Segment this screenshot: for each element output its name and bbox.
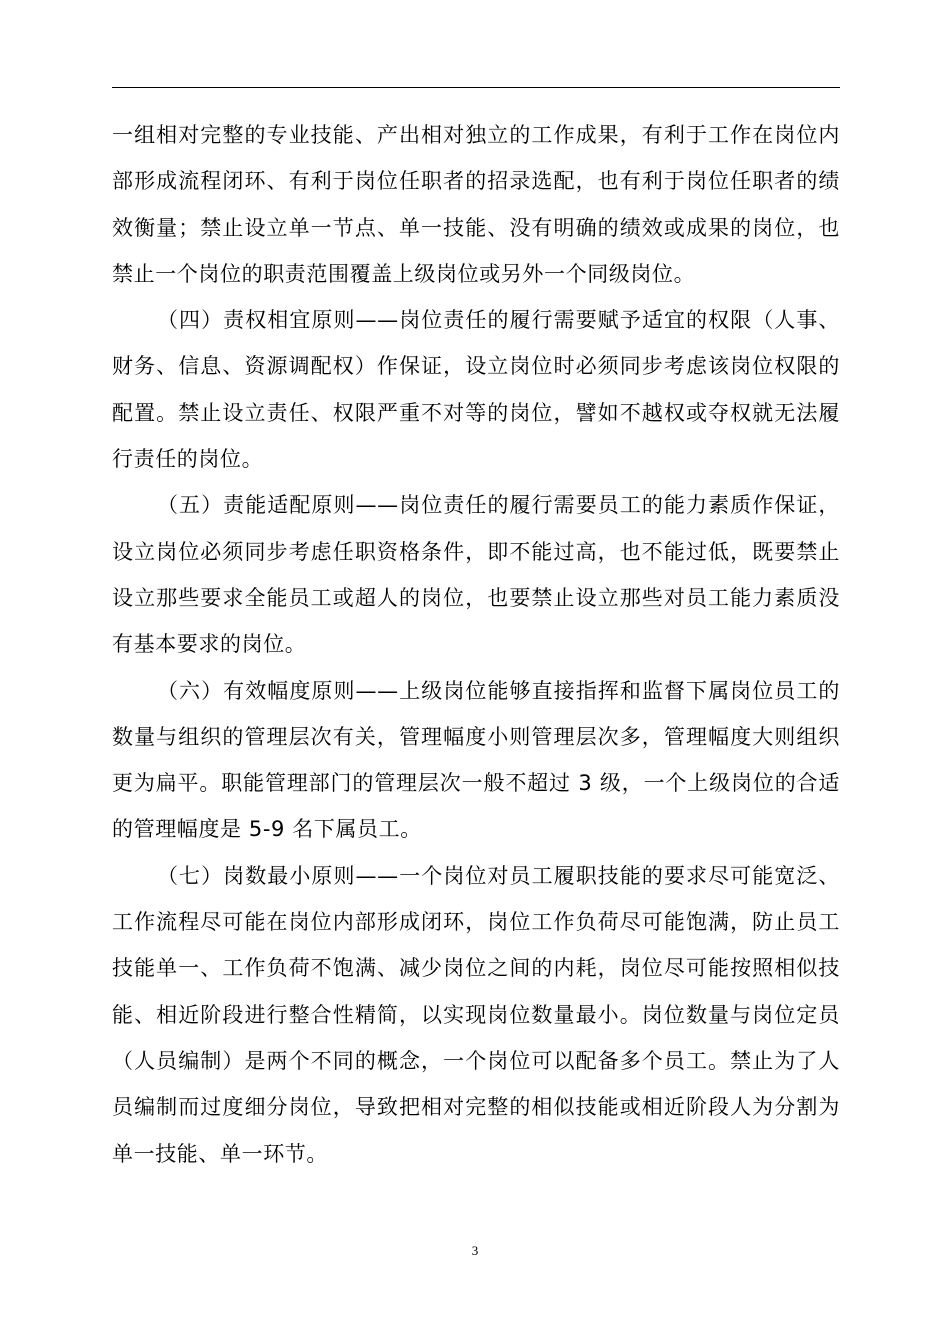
paragraph-principle-7: （七）岗数最小原则——一个岗位对员工履职技能的要求尽可能宽泛、工作流程尽可能在岗位内部形成闭环，岗位工作负荷尽可能饱满，防止员工技能单一、工作负荷不饱满、减少岗位之间的内耗，岗位尽可能按照相似技能、相近阶段进行整合性精简，以实现岗位数量最小。岗位数量与岗位定员（人员编制）是两个不同的概念，一个岗位可以配备多个员工。禁止为了人员编制而过度细分岗位，导致把相对完整的相似技能或相近阶段人为分割为单一技能、单一环节。 — [112, 863, 840, 1166]
page-number: 3 — [471, 1243, 479, 1258]
paragraph-principle-6: （六）有效幅度原则——上级岗位能够直接指挥和监督下属岗位员工的数量与组织的管理层次有关，管理幅度小则管理层次多，管理幅度大则组织更为扁平。职能管理部门的管理层次一般不超过 3 级，一个上级岗位的合适的管理幅度是 5-9 名下属员工。 — [112, 678, 840, 842]
paragraph-continuation: 一组相对完整的专业技能、产出相对独立的工作成果，有利于工作在岗位内部形成流程闭环、有利于岗位任职者的招录选配，也有利于岗位任职者的绩效衡量；禁止设立单一节点、单一技能、没有明确的绩效或成果的岗位，也禁止一个岗位的职责范围覆盖上级岗位或另外一个同级岗位。 — [112, 123, 840, 286]
paragraph-principle-4: （四）责权相宜原则——岗位责任的履行需要赋予适宜的权限（人事、财务、信息、资源调配权）作保证，设立岗位时必须同步考虑该岗位权限的配置。禁止设立责任、权限严重不对等的岗位，譬如不越权或夺权就无法履行责任的岗位。 — [112, 308, 840, 472]
header-rule — [112, 87, 840, 88]
paragraph-principle-5: （五）责能适配原则——岗位责任的履行需要员工的能力素质作保证，设立岗位必须同步考虑任职资格条件，即不能过高，也不能过低，既要禁止设立那些要求全能员工或超人的岗位，也要禁止设立那些对员工能力素质没有基本要求的岗位。 — [112, 493, 840, 657]
document-body — [112, 112, 840, 1177]
